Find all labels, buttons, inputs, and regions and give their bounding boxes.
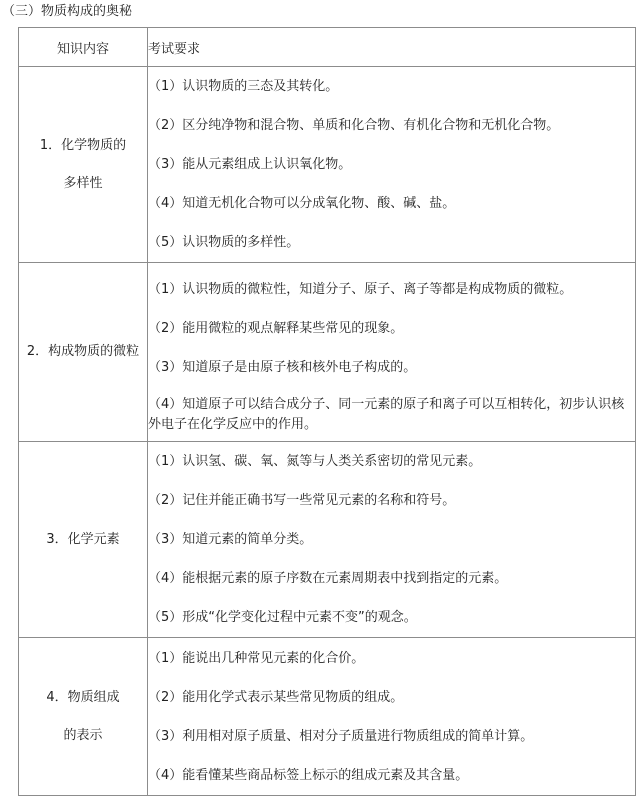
- section-heading: （三）物质构成的奥秘: [2, 4, 133, 19]
- requirement-item: （4）知道无机化合物可以分成氧化物、酸、碱、盐。: [148, 196, 456, 211]
- requirements-cell: [148, 263, 636, 442]
- topic-cell: [19, 67, 148, 263]
- requirements-cell: [148, 442, 636, 638]
- requirement-item: （3）能从元素组成上认识氧化物。: [148, 157, 352, 172]
- requirement-item: （5）形成“化学变化过程中元素不变”的观念。: [148, 610, 417, 625]
- topic-cell: [19, 442, 148, 638]
- requirement-item: （2）记住并能正确书写一些常见元素的名称和符号。: [148, 493, 456, 508]
- requirement-item: （3）知道元素的简单分类。: [148, 532, 313, 547]
- requirements-cell: [148, 638, 636, 796]
- table-row: [19, 263, 636, 442]
- table-row: [19, 67, 636, 263]
- topic-line: 3．化学元素: [46, 531, 120, 547]
- requirement-item: （4）能看懂某些商品标签上标示的组成元素及其含量。: [148, 767, 469, 783]
- requirement-item: （3）利用相对原子质量、相对分子质量进行物质组成的简单计算。: [148, 728, 534, 744]
- topic-line: 多样性: [63, 175, 103, 191]
- topic-line: 1．化学物质的: [39, 137, 127, 153]
- topic-cell: [19, 263, 148, 442]
- table-row: [19, 638, 636, 796]
- requirements-cell: [148, 67, 636, 263]
- table-row: [19, 442, 636, 638]
- header-exam-requirements: 考试要求: [148, 28, 636, 67]
- requirement-item: （4）知道原子可以结合成分子、同一元素的原子和离子可以互相转化，初步认识核外电子在化学反应中的作用。: [148, 396, 625, 432]
- requirement-item: （1）认识物质的微粒性，知道分子、原子、离子等都是构成物质的微粒。: [148, 281, 573, 297]
- topic-line: 4．物质组成: [46, 689, 120, 705]
- header-knowledge-content: 知识内容: [19, 28, 148, 67]
- requirements-table: [18, 27, 636, 796]
- topic-line: 的表示: [63, 727, 103, 743]
- requirement-item: （2）区分纯净物和混合物、单质和化合物、有机化合物和无机化合物。: [148, 118, 560, 133]
- requirement-item: （1）认识氢、碳、氧、氮等与人类关系密切的常见元素。: [148, 454, 482, 469]
- requirement-item: （1）能说出几种常见元素的化合价。: [148, 650, 365, 666]
- requirement-item: （1）认识物质的三态及其转化。: [148, 79, 339, 94]
- requirement-item: （4）能根据元素的原子序数在元素周期表中找到指定的元素。: [148, 571, 508, 586]
- topic-line: 2．构成物质的微粒: [26, 344, 140, 359]
- requirement-item: （2）能用化学式表示某些常见物质的组成。: [148, 689, 404, 705]
- topic-cell: [19, 638, 148, 796]
- table-header-row: [19, 28, 636, 67]
- requirement-item: （3）知道原子是由原子核和核外电子构成的。: [148, 359, 417, 375]
- requirement-item: （2）能用微粒的观点解释某些常见的现象。: [148, 320, 404, 336]
- requirement-item: （5）认识物质的多样性。: [148, 235, 300, 250]
